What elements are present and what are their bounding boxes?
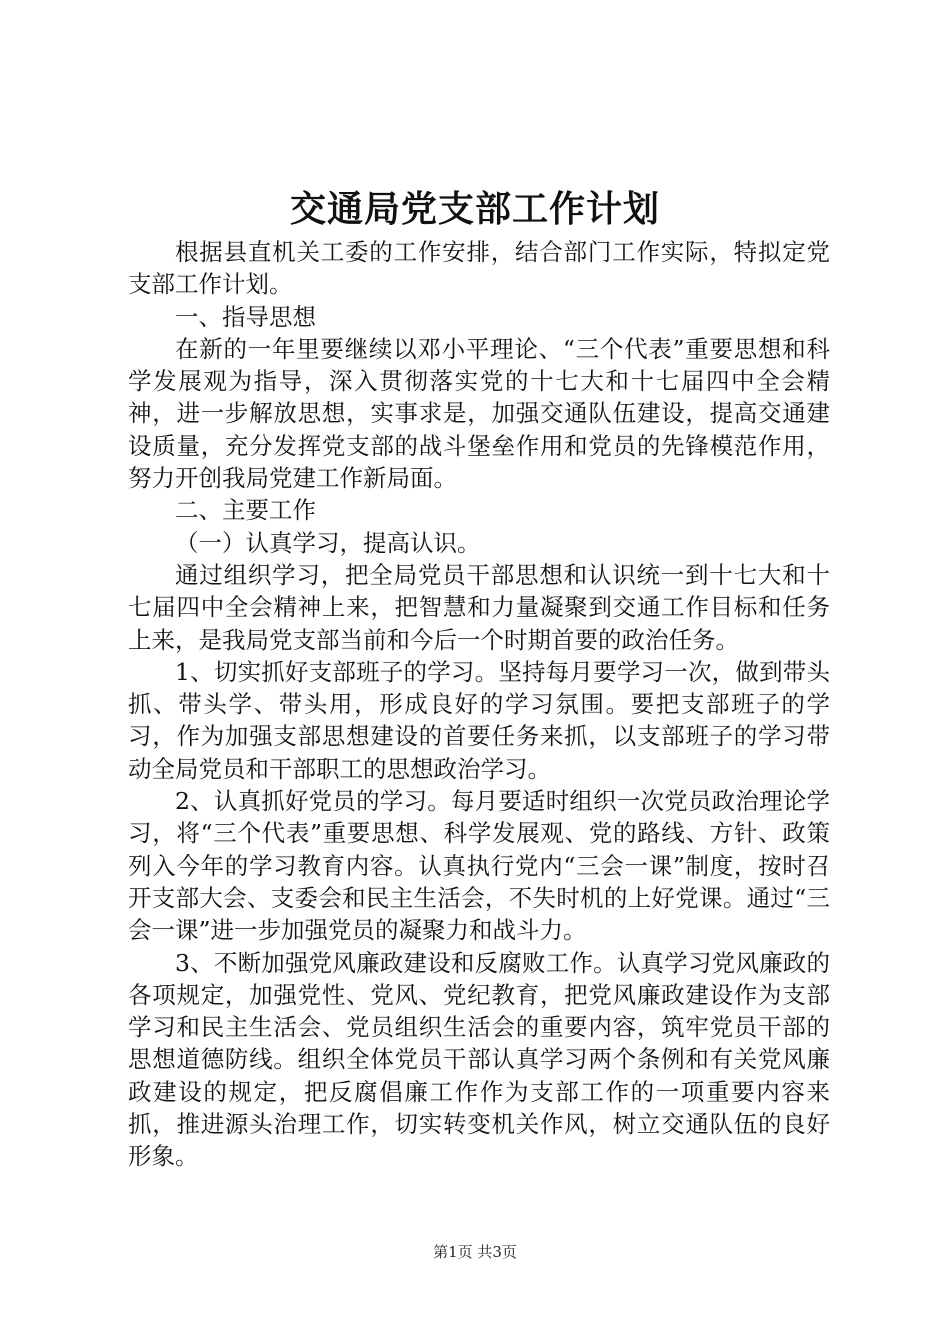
subsection-heading-study: （一）认真学习，提高认识。 <box>175 528 481 557</box>
item-3-paragraph: 3、不断加强党风廉政建设和反腐败工作。认真学习党风廉政的各项规定，加强党性、党风、党纪教育，把党风廉政建设作为支部学习和民主生活会、党员组织生活会的重要内容，筑牢党员干部的思想道德防线。组织全体党员干部认真学习两个条例和有关党风廉政建设的规定，把反腐倡廉工作作为支部工作的一项重要内容来抓，推进源头治理工作，切实转变机关作风，树立交通队伍的良好形象。 <box>128 948 830 1171</box>
section-heading-main-work: 二、主要工作 <box>175 496 316 525</box>
section-heading-guiding-ideology: 一、指导思想 <box>175 302 316 331</box>
document-body <box>128 236 830 1173</box>
intro-paragraph: 根据县直机关工委的工作安排，结合部门工作实际，特拟定党支部工作计划。 <box>128 238 830 299</box>
item-1-paragraph: 1、切实抓好支部班子的学习。坚持每月要学习一次，做到带头抓、带头学、带头用，形成良好的学习氛围。要把支部班子的学习，作为加强支部思想建设的首要任务来抓，以支部班子的学习带动全局党员和干部职工的思想政治学习。 <box>128 657 830 783</box>
document-title: 交通局党支部工作计划 <box>289 188 660 230</box>
page-number-footer: 第1页 共3页 <box>433 1243 517 1261</box>
item-2-paragraph: 2、认真抓好党员的学习。每月要适时组织一次党员政治理论学习，将“三个代表”重要思想、科学发展观、党的路线、方针、政策列入今年的学习教育内容。认真执行党内“三会一课”制度，按时召开支部大会、支委会和民主生活会，不失时机的上好党课。通过“三会一课”进一步加强党员的凝聚力和战斗力。 <box>128 787 830 945</box>
study-paragraph: 通过组织学习，把全局党员干部思想和认识统一到十七大和十七届四中全会精神上来，把智慧和力量凝聚到交通工作目标和任务上来，是我局党支部当前和今后一个时期首要的政治任务。 <box>128 560 830 654</box>
guiding-ideology-paragraph: 在新的一年里要继续以邓小平理论、“三个代表”重要思想和科学发展观为指导，深入贯彻落实党的十七大和十七届四中全会精神，进一步解放思想，实事求是，加强交通队伍建设，提高交通建设质量，充分发挥党支部的战斗堡垒作用和党员的先锋模范作用，努力开创我局党建工作新局面。 <box>128 334 830 493</box>
